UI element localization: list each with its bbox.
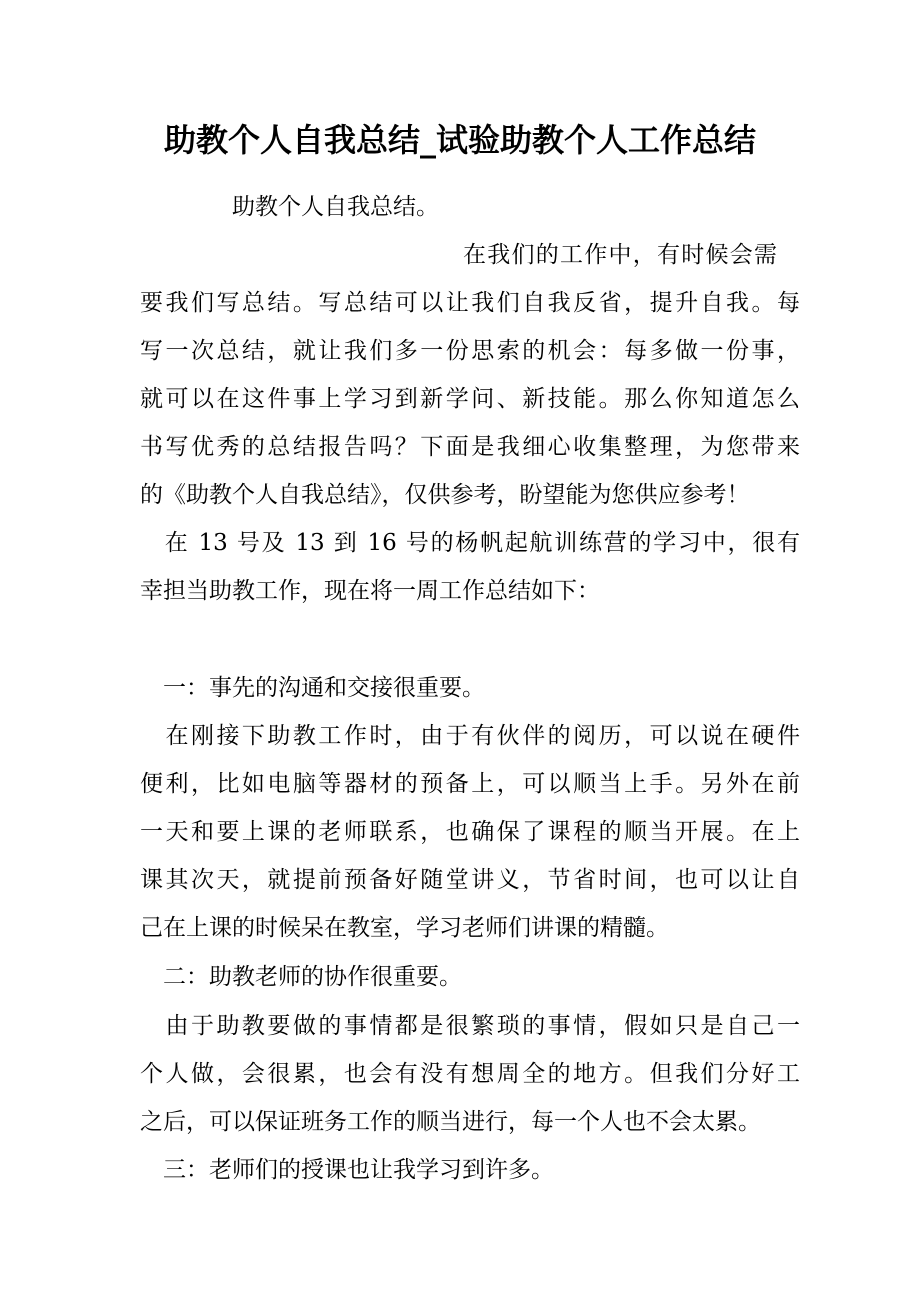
paragraph-line: 课其次天，就提前预备好随堂讲义，节省时间，也可以让自 [140, 867, 800, 893]
paragraph-line: 个人做，会很累，也会有没有想周全的地方。但我们分好工 [140, 1061, 800, 1087]
paragraph-line: 就可以在这件事上学习到新学问、新技能。那么你知道怎么 [140, 386, 800, 412]
paragraph-line: 己在上课的时候呆在教室，学习老师们讲课的精髓。 [140, 915, 669, 941]
paragraph-line: 在刚接下助教工作时，由于有伙伴的阅历，可以说在硬件 [140, 723, 800, 749]
paragraph-line: 在 13 号及 13 到 16 号的杨帆起航训练营的学习中，很有 [140, 530, 800, 556]
document-title: 助教个人自我总结_试验助教个人工作总结 [163, 121, 756, 159]
document-subtitle: 助教个人自我总结。 [232, 194, 439, 220]
paragraph-line: 一天和要上课的老师联系，也确保了课程的顺当开展。在上 [140, 819, 800, 845]
paragraph-line: 幸担当助教工作，现在将一周工作总结如下： [140, 578, 600, 604]
section-heading: 一：事先的沟通和交接很重要。 [140, 675, 485, 701]
paragraph-line: 之后，可以保证班务工作的顺当进行，每一个人也不会太累。 [140, 1109, 761, 1135]
section-heading: 三：老师们的授课也让我学习到许多。 [140, 1157, 554, 1183]
section-heading: 二：助教老师的协作很重要。 [140, 964, 462, 990]
paragraph-line: 要我们写总结。写总结可以让我们自我反省，提升自我。每 [140, 290, 800, 316]
paragraph-line: 写一次总结，就让我们多一份思索的机会：每多做一份事， [140, 338, 800, 364]
paragraph-line: 书写优秀的总结报告吗？下面是我细心收集整理，为您带来 [140, 434, 800, 460]
paragraph-line: 由于助教要做的事情都是很繁琐的事情，假如只是自己一 [140, 1013, 800, 1039]
intro-first-line: 在我们的工作中，有时候会需 [463, 242, 777, 268]
paragraph-line: 的《助教个人自我总结》，仅供参考，盼望能为您供应参考！ [140, 482, 750, 508]
paragraph-line: 便利，比如电脑等器材的预备上，可以顺当上手。另外在前 [140, 771, 800, 797]
